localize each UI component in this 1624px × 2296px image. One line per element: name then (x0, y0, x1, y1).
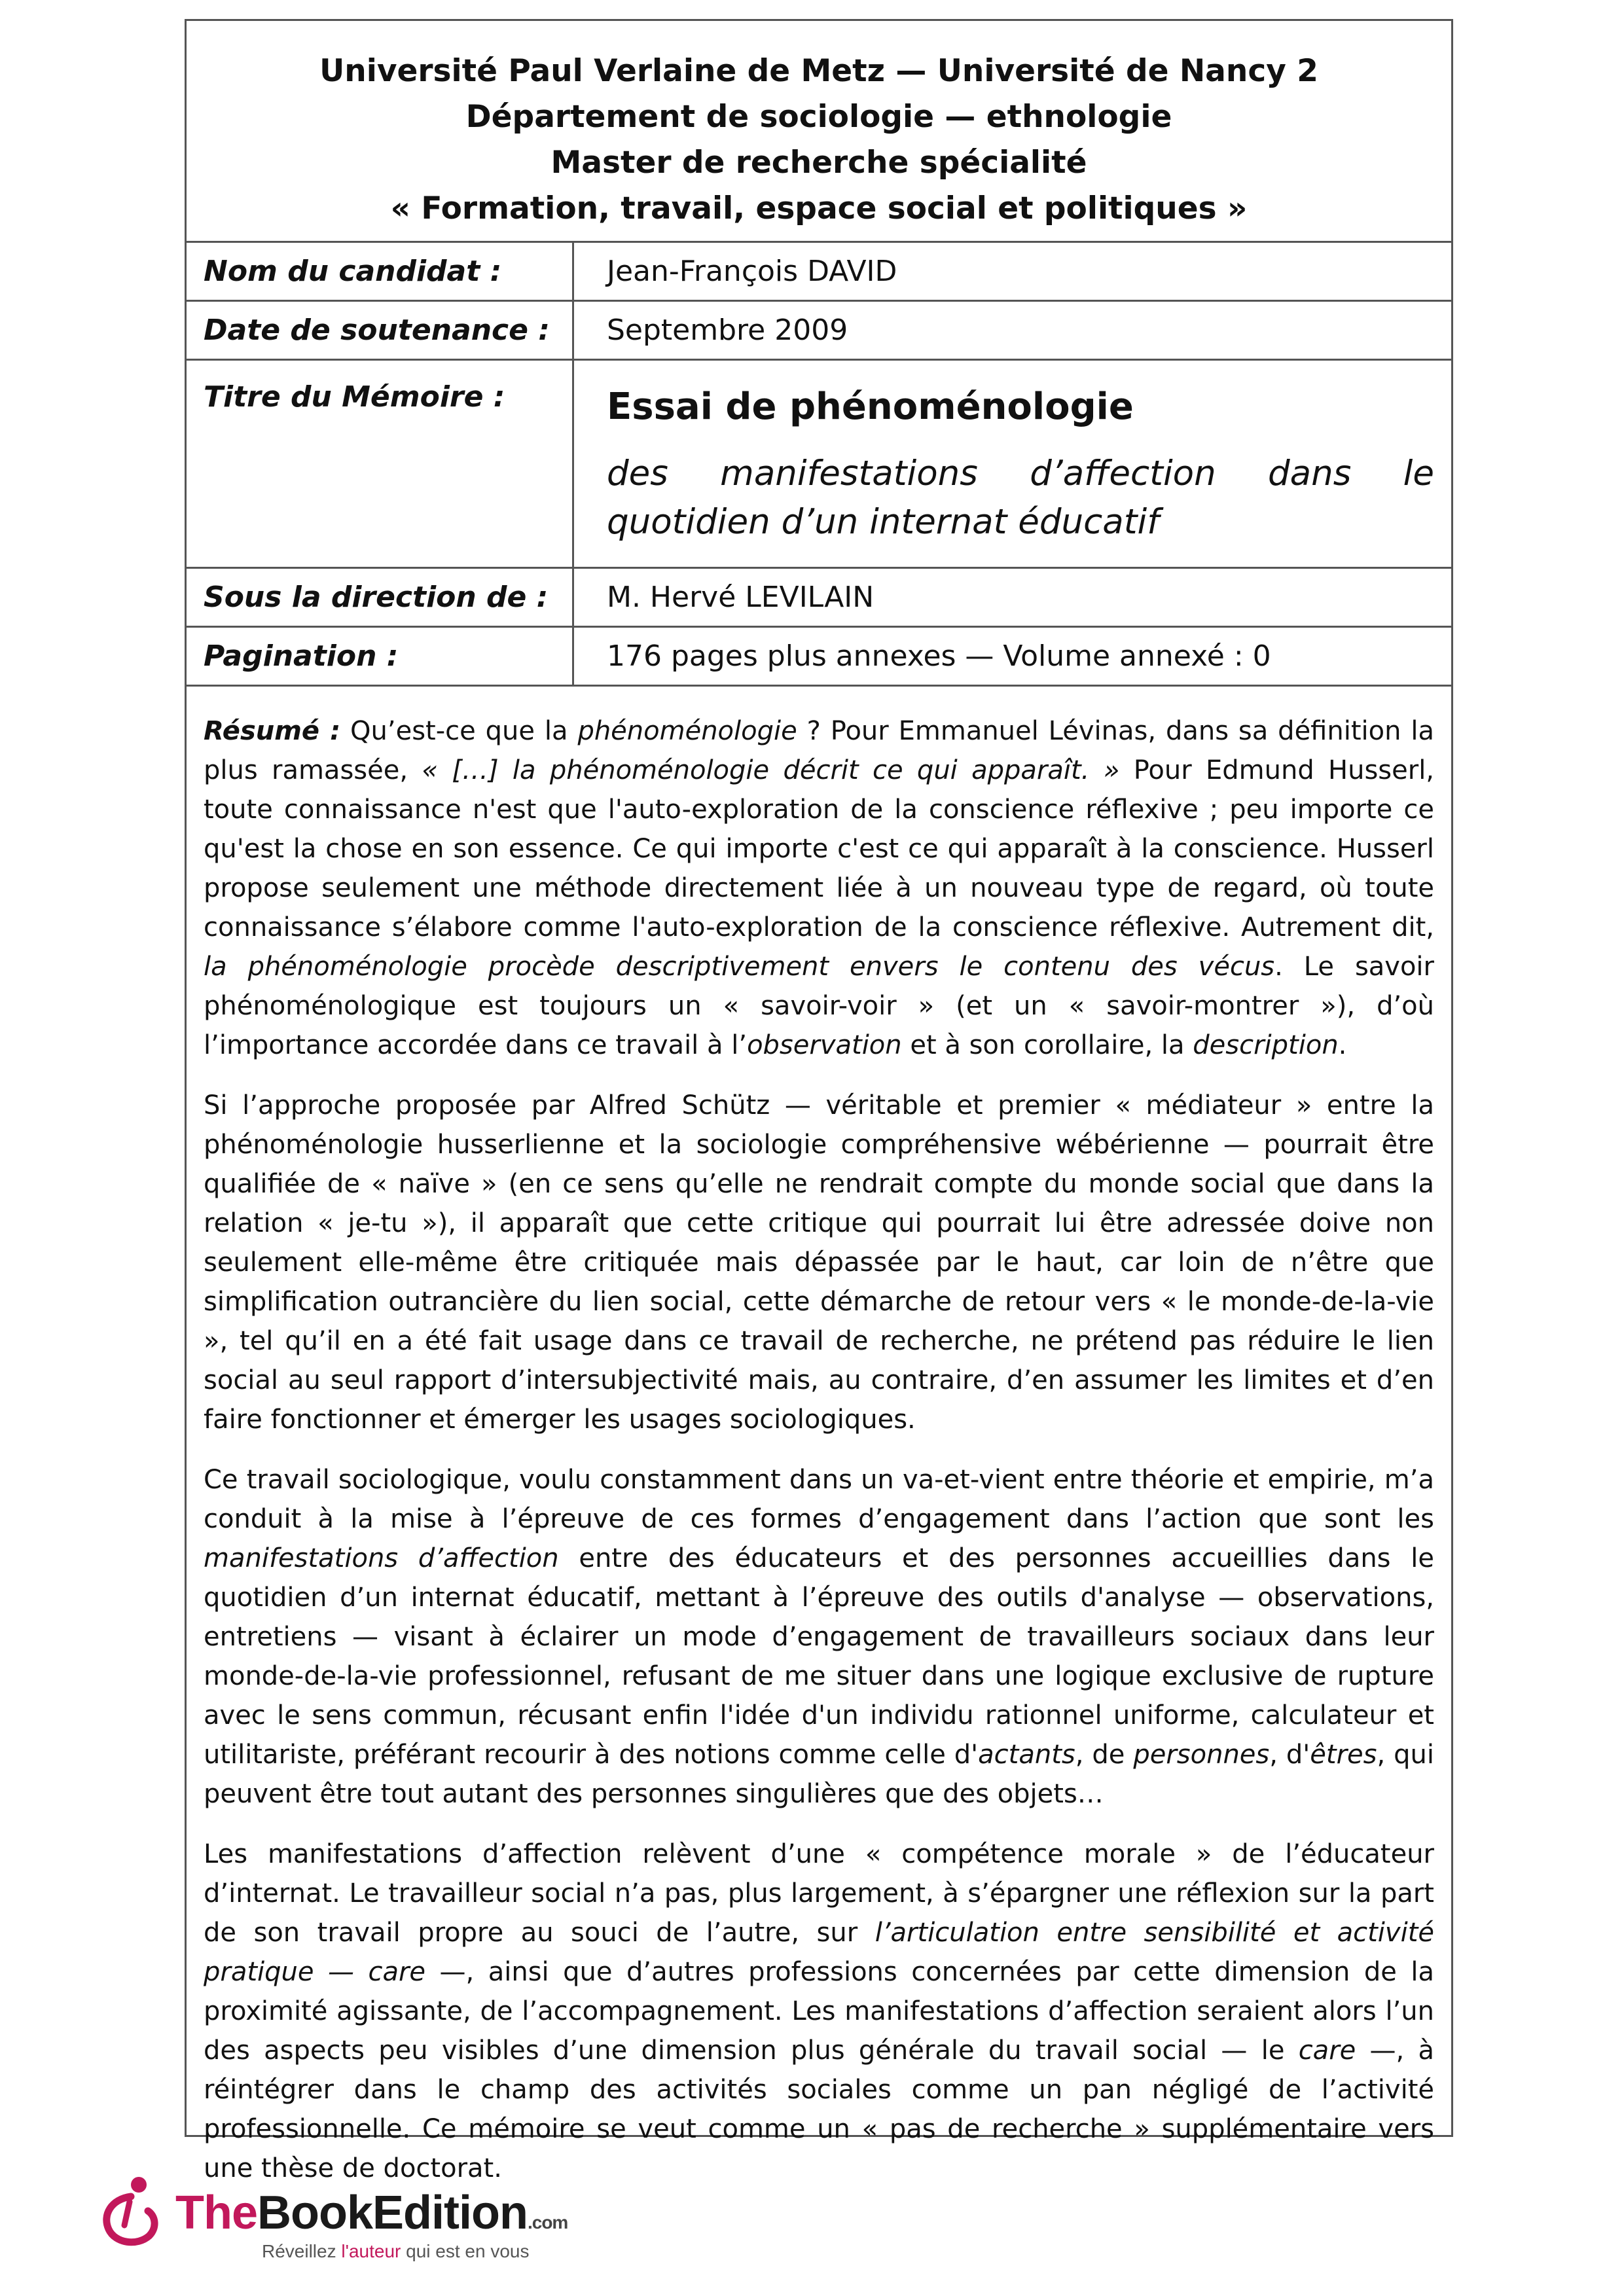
pagination-value: 176 pages plus annexes — Volume annexé : 0 (607, 639, 1271, 673)
emphasis-text: description (1193, 1030, 1339, 1060)
emphasis-text: personnes (1133, 1740, 1270, 1770)
abstract-paragraph-2 (204, 1086, 1434, 1439)
thesis-title-label: Titre du Mémoire : (187, 361, 574, 567)
candidate-label: Nom du candidat : (187, 243, 574, 300)
text-run: , de (1075, 1740, 1134, 1770)
abstract-section (187, 687, 1451, 2188)
text-run: Ce travail sociologique, voulu constamment dans un va-et-vient entre théorie et empirie, m’a conduit à la mise à l’épreuve de ces formes d’engagement dans l’action que sont les (204, 1465, 1434, 1534)
publisher-logo (92, 2173, 615, 2261)
brand-the: The (175, 2187, 258, 2239)
emphasis-text: « […] la phénoménologie décrit ce qui apparaît. » (422, 755, 1120, 785)
candidate-row (187, 243, 1451, 302)
emphasis-text: l’articulation entre sensibilité et activité pratique — care (204, 1918, 1434, 1987)
emphasis-text: êtres (1310, 1740, 1377, 1770)
emphasis-text: la phénoménologie procède descriptivement envers le contenu des vécus (204, 952, 1275, 982)
text-run: . (1338, 1030, 1347, 1060)
emphasis-text: phénoménologie (577, 716, 797, 746)
header-line-specialty: « Formation, travail, espace social et politiques » (390, 190, 1248, 226)
abstract-paragraph-4 (204, 1835, 1434, 2188)
institution-header (187, 21, 1451, 243)
supervisor-label: Sous la direction de : (187, 569, 574, 626)
abstract-label: Résumé : (204, 716, 341, 746)
brand-suffix: .com (527, 2212, 568, 2233)
defense-date-label: Date de soutenance : (187, 302, 574, 359)
candidate-value: Jean-François DAVID (607, 255, 897, 288)
emphasis-text: observation (747, 1030, 902, 1060)
text-run: —, ainsi que d’autres professions concernées par cette dimension de la proximité agissante, de l’accompagnement. Les manifestations d’affection seraient alors l’un des aspects peu visibles d’une dimension plus générale du travail social — le (204, 1957, 1435, 2066)
text-run: et à son corollaire, la (901, 1030, 1193, 1060)
header-line-master: Master de recherche spécialité (550, 145, 1087, 181)
supervisor-row (187, 569, 1451, 628)
tagline-end: qui est en vous (401, 2241, 530, 2261)
tagline-highlight: l'auteur (341, 2241, 401, 2261)
thesis-title-row (187, 361, 1451, 569)
publisher-tagline (262, 2241, 529, 2262)
brand-name: BookEdition (257, 2187, 528, 2239)
abstract-paragraph-1 (204, 711, 1434, 1065)
text-run: —, à réintégrer dans le champ des activités sociales comme un pan négligé de l’activité professionnelle. Ce mémoire se veut comme un « pas de recherche » supplémentaire vers une thèse de doctorat. (204, 2036, 1435, 2183)
text-run: . Le savoir phénoménologique est toujours un « savoir-voir » (et un « savoir-montrer »), d’où l’importance accordée dans ce travail à l’ (204, 952, 1434, 1060)
supervisor-value: M. Hervé LEVILAIN (607, 581, 875, 614)
pagination-row (187, 628, 1451, 687)
abstract-paragraph-1-text (204, 716, 1434, 1060)
text-run: entre des éducateurs et des personnes accueillies dans le quotidien d’un internat éducatif, mettant à l’épreuve des outils d'analyse — observations, entretiens — visant à éclairer un mode d’engagement de travailleurs sociaux dans leur monde-de-la-vie professionnel, refusant de me situer dans une logique exclusive de rupture avec le sens commun, récusant enfin l'idée d'un individu rationnel uniforme, calculateur et utilitariste, préférant recourir à des notions comme celle d' (204, 1543, 1434, 1770)
text-run: Si l’approche proposée par Alfred Schütz — véritable et premier « médiateur » entre la phénoménologie husserlienne et la sociologie compréhensive wébérienne — pourrait être qualifiée de « naïve » (en ce sens qu’elle ne rendrait compte du monde social que dans la relation « je-tu »), il apparaît que cette critique qui pourrait lui être adressée doive non seulement elle-même être critiquée mais dépassée par le haut, car loin de n’être que simplification outrancière du lien social, cette démarche de retour vers « le monde-de-la-vie », tel qu’il en a été fait usage dans ce travail de recherche, ne prétend pas réduire le lien social au seul rapport d’intersubjectivité mais, au contraire, d’en assumer les limites et d’en faire fonctionner et émerger les usages sociologiques. (204, 1090, 1434, 1435)
defense-date-value: Septembre 2009 (607, 314, 848, 347)
document-frame (185, 19, 1453, 2183)
header-line-university: Université Paul Verlaine de Metz — Université de Nancy 2 (319, 53, 1318, 89)
emphasis-text: actants (978, 1740, 1075, 1770)
text-run: , qui peuvent être tout autant des personnes singulières que des objets… (204, 1740, 1434, 1809)
pagination-label: Pagination : (187, 628, 574, 685)
text-run: Qu’est-ce que la (340, 716, 578, 746)
tagline-start: Réveillez (262, 2241, 342, 2261)
publisher-person-icon (92, 2173, 170, 2251)
emphasis-text: care (1298, 2036, 1356, 2066)
abstract-paragraph-3 (204, 1460, 1434, 1814)
publisher-brand (175, 2186, 568, 2240)
emphasis-text: manifestations d’affection (204, 1543, 559, 1573)
text-run: ? Pour Emmanuel Lévinas, dans sa définition la plus ramassée, (204, 716, 1434, 785)
thesis-title-main: Essai de phénoménologie (607, 386, 1134, 428)
text-run: Pour Edmund Husserl, toute connaissance n'est que l'auto-exploration de la conscience réflexive ; peu importe ce qu'est la chose en son essence. Ce qui importe c'est ce qui apparaît à la conscience. Husserl propose seulement une méthode directement liée à un nouveau type de regard, où toute connaissance s’élabore comme l'auto-exploration de la conscience réflexive. Autrement dit, (204, 755, 1435, 942)
thesis-title-value (574, 361, 1451, 567)
text-run: , d' (1269, 1740, 1310, 1770)
header-line-department: Département de sociologie — ethnologie (465, 99, 1172, 135)
thesis-title-subtitle: des manifestations d’affection dans le quotidien d’un internat éducatif (607, 454, 1434, 542)
text-run: Les manifestations d’affection relèvent d’une « compétence morale » de l’éducateur d’internat. Le travailleur social n’a pas, plus largement, à s’épargner une réflexion sur la part de son travail propre au souci de l’autre, sur (204, 1839, 1434, 1948)
defense-date-row (187, 302, 1451, 361)
